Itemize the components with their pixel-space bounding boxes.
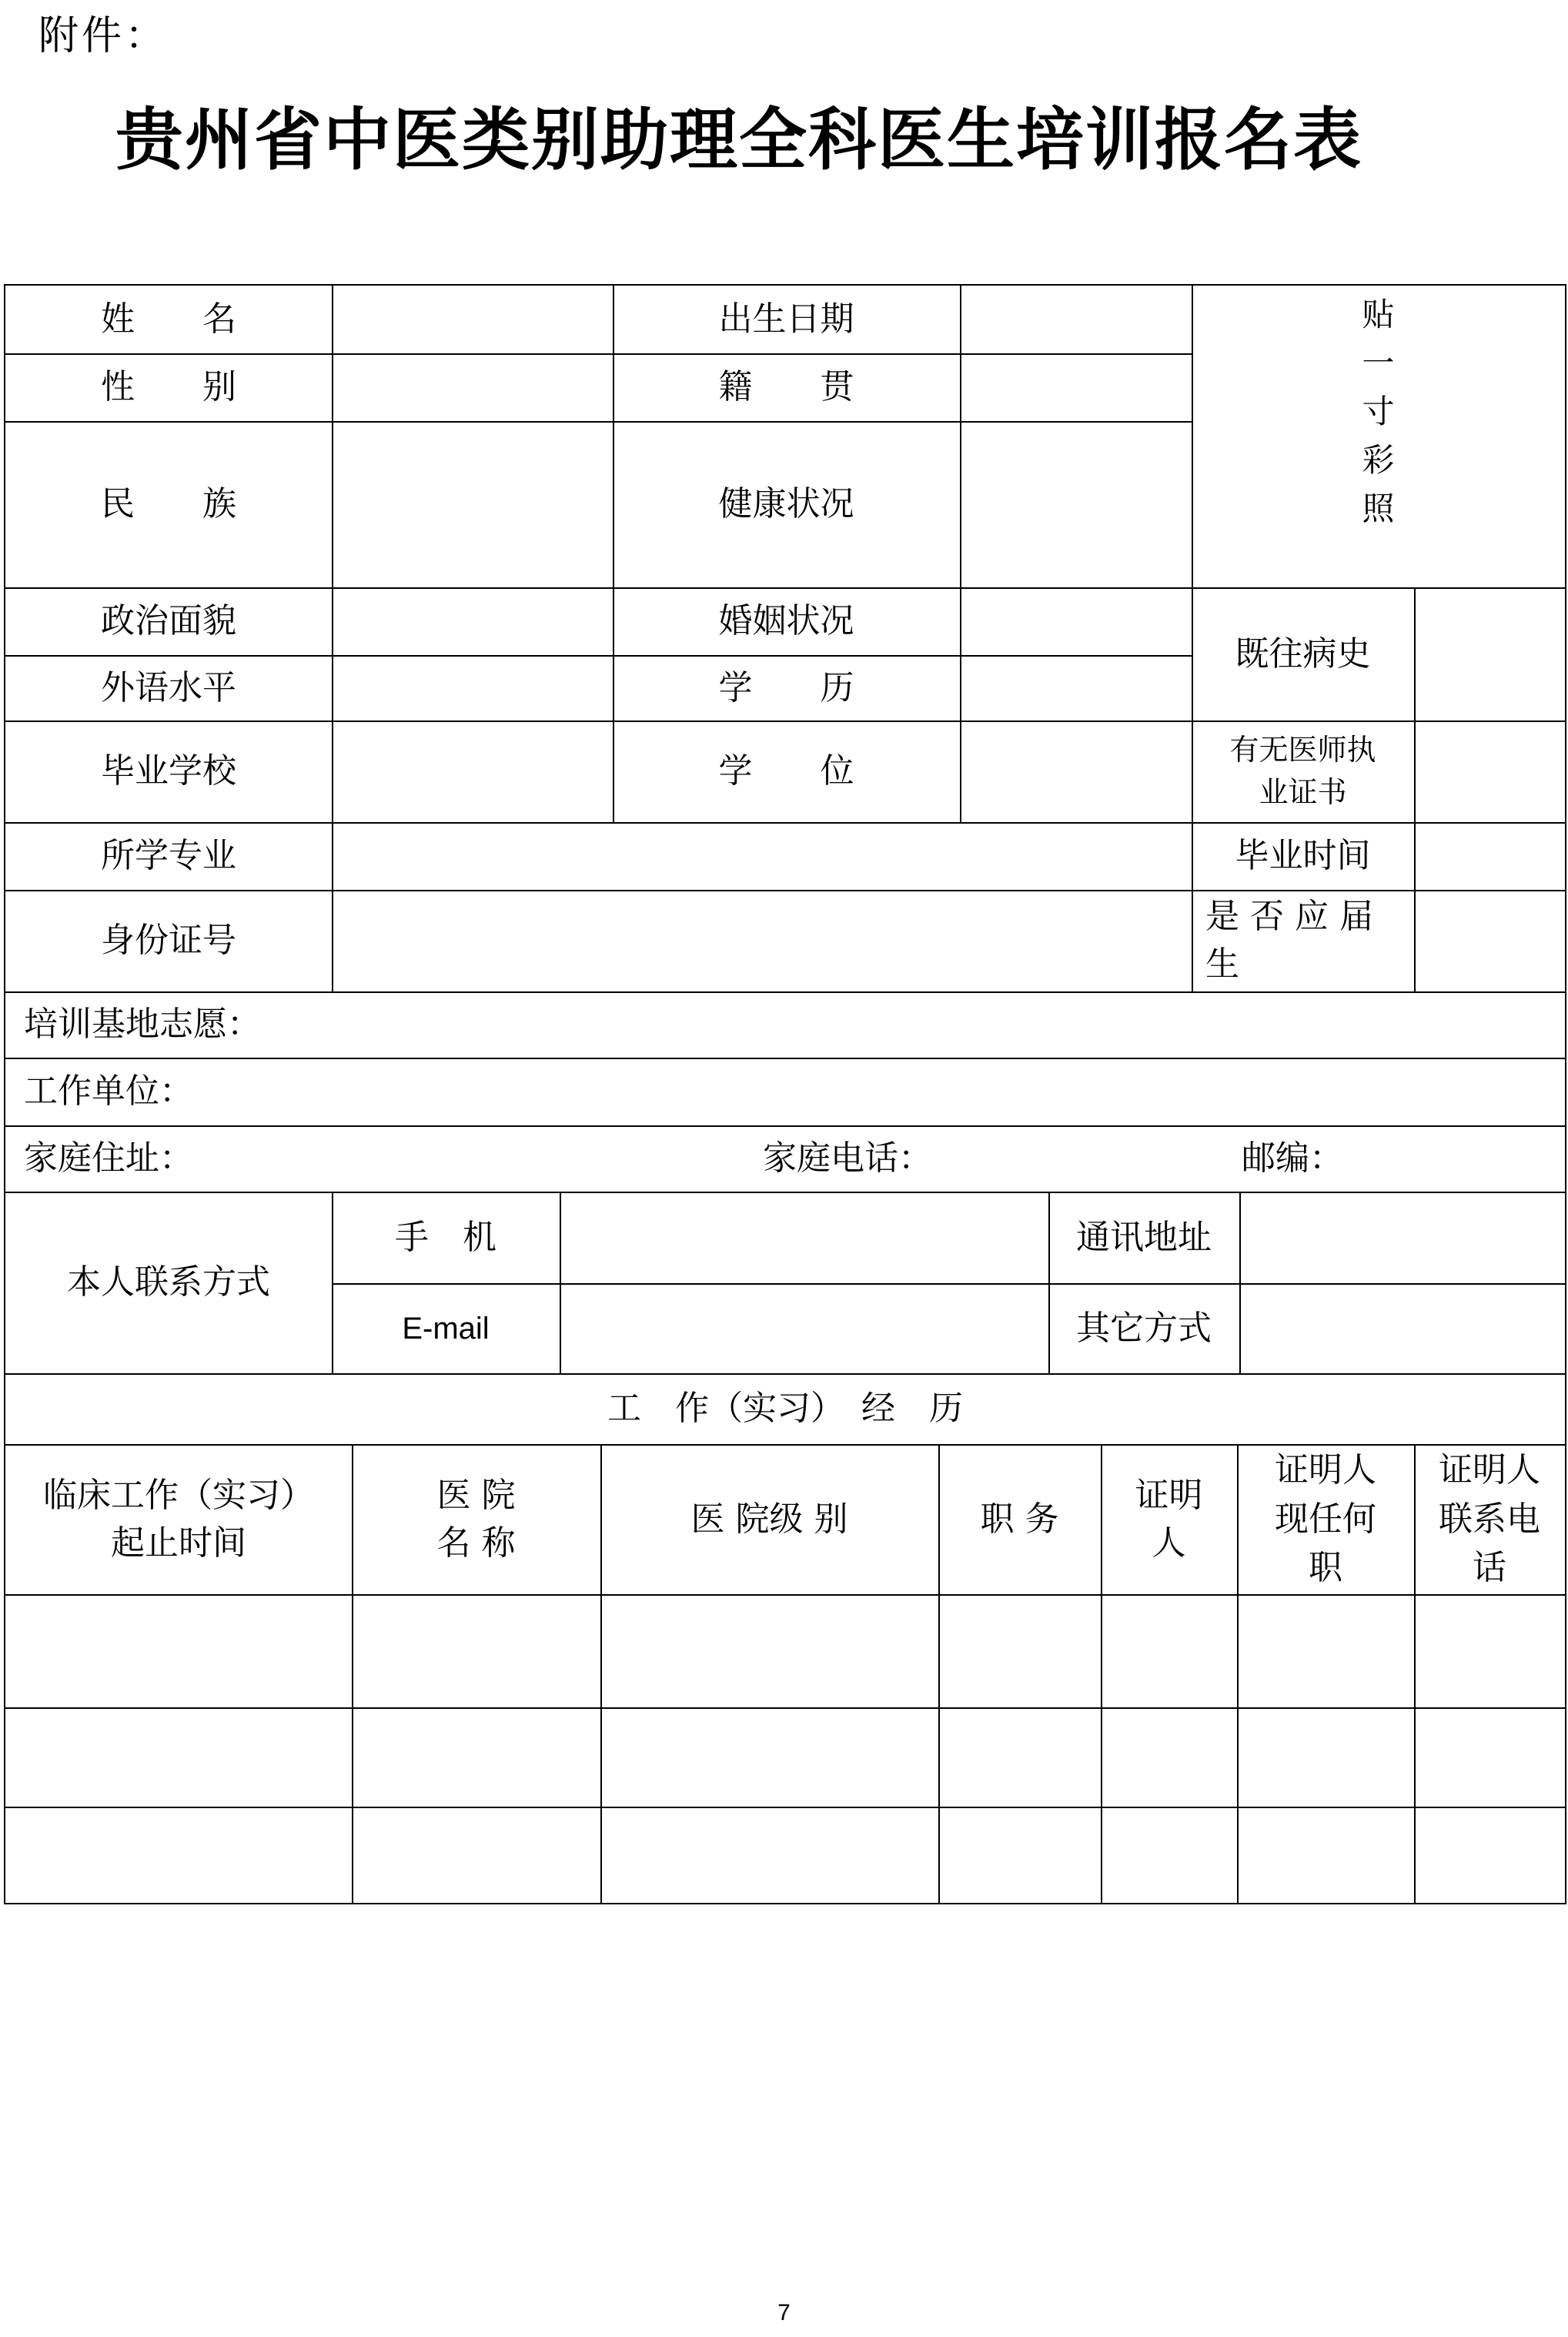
- birth-date-label: 出生日期: [718, 299, 854, 339]
- table-row[interactable]: [5, 1709, 1565, 1807]
- work-unit-label[interactable]: 工作单位：: [24, 1072, 193, 1112]
- medical-history-field[interactable]: [1416, 589, 1565, 719]
- experience-heading: 工 作（实习） 经 历: [607, 1389, 963, 1429]
- table-row[interactable]: [5, 1808, 1565, 1903]
- major-field[interactable]: [333, 824, 1190, 888]
- col-hospital-name: 医 院 名 称: [436, 1475, 516, 1563]
- col-position: 职 务: [980, 1499, 1059, 1539]
- grad-time-field[interactable]: [1416, 824, 1565, 888]
- postcode-label[interactable]: 邮编：: [1242, 1138, 1343, 1179]
- political-label: 政治面貌: [101, 601, 236, 641]
- col-hospital-level: 医 院级 别: [690, 1499, 848, 1539]
- col-referee-phone: 证明人 联系电 话: [1439, 1449, 1540, 1588]
- health-label: 健康状况: [718, 484, 854, 524]
- email-label: E-mail: [402, 1311, 490, 1346]
- ethnicity-field[interactable]: [333, 423, 611, 586]
- contact-label: 本人联系方式: [67, 1262, 270, 1302]
- name-field[interactable]: [333, 286, 611, 352]
- degree-field[interactable]: [961, 722, 1190, 821]
- mail-address-label: 通讯地址: [1076, 1217, 1212, 1257]
- marriage-label: 婚姻状况: [718, 601, 854, 641]
- fresh-grad-label: 是 否 应 届 生: [1205, 897, 1373, 984]
- gender-label: 性 别: [101, 367, 236, 407]
- license-label: 有无医师执 业证书: [1229, 732, 1376, 809]
- page-title: 贵州省中医类别助理全科医生培训报名表: [115, 100, 1363, 179]
- education-field[interactable]: [961, 657, 1190, 719]
- id-number-label: 身份证号: [101, 921, 236, 961]
- language-label: 外语水平: [101, 667, 236, 707]
- major-label: 所学专业: [101, 836, 236, 876]
- mobile-label: 手 机: [395, 1217, 496, 1257]
- other-contact-label: 其它方式: [1076, 1308, 1212, 1348]
- table-row[interactable]: [5, 1596, 1565, 1707]
- email-field[interactable]: [561, 1285, 1047, 1372]
- page-number: 7: [777, 2300, 791, 2325]
- photo-placeholder: 贴 一 寸 彩 照: [1362, 296, 1395, 527]
- school-label: 毕业学校: [101, 751, 236, 791]
- health-field[interactable]: [961, 423, 1190, 586]
- home-address-label[interactable]: 家庭住址：: [24, 1138, 193, 1179]
- ethnicity-label: 民 族: [101, 484, 236, 524]
- base-wish-label[interactable]: 培训基地志愿：: [24, 1005, 261, 1045]
- id-number-field[interactable]: [333, 891, 1190, 990]
- gender-field[interactable]: [333, 355, 611, 420]
- home-phone-label[interactable]: 家庭电话：: [763, 1138, 932, 1179]
- attachment-label: 附件：: [38, 13, 169, 59]
- degree-label: 学 位: [718, 751, 854, 791]
- fresh-grad-field[interactable]: [1416, 891, 1565, 990]
- education-label: 学 历: [718, 667, 854, 707]
- other-contact-field[interactable]: [1241, 1285, 1565, 1372]
- native-place-label: 籍 贯: [718, 367, 854, 407]
- license-field[interactable]: [1416, 722, 1565, 821]
- marriage-field[interactable]: [961, 589, 1190, 654]
- birth-date-field[interactable]: [961, 286, 1190, 352]
- medical-history-label: 既往病史: [1235, 634, 1371, 674]
- language-field[interactable]: [333, 657, 611, 719]
- col-referee: 证明 人: [1135, 1475, 1203, 1563]
- mobile-field[interactable]: [561, 1193, 1047, 1282]
- col-period: 临床工作（实习） 起止时间: [43, 1475, 314, 1563]
- native-place-field[interactable]: [961, 355, 1190, 420]
- name-label: 姓 名: [101, 299, 236, 339]
- registration-form-table: [4, 284, 1566, 1904]
- political-field[interactable]: [333, 589, 611, 654]
- mail-address-field[interactable]: [1241, 1193, 1565, 1282]
- school-field[interactable]: [333, 722, 611, 821]
- grad-time-label: 毕业时间: [1235, 836, 1371, 876]
- col-referee-position: 证明人 现任何 职: [1275, 1449, 1376, 1588]
